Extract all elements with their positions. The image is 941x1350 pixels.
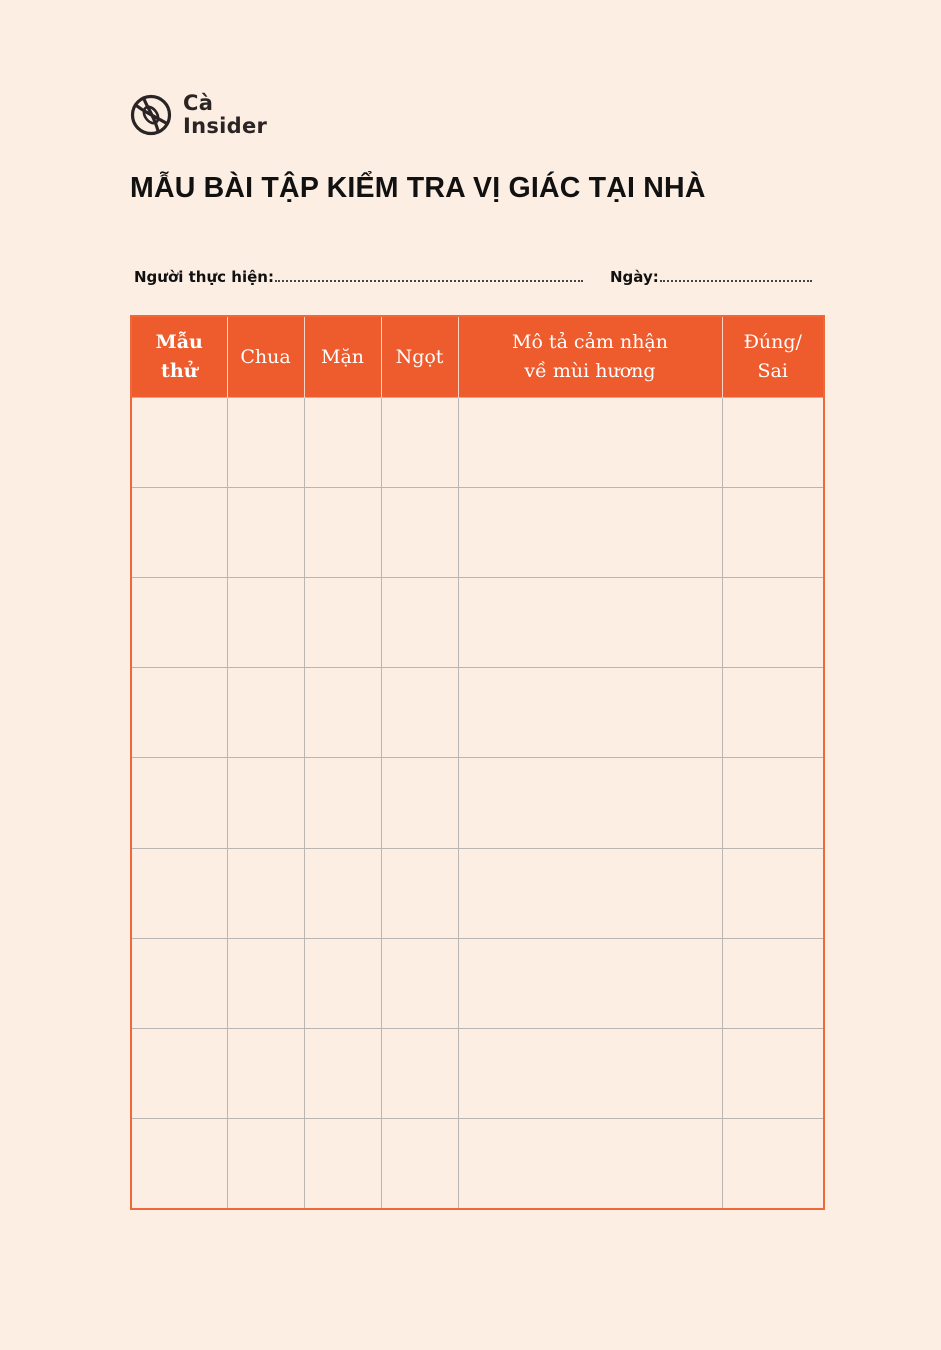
cell-correct[interactable] (722, 758, 824, 848)
header-sample (131, 316, 227, 398)
cell-salty[interactable] (304, 398, 381, 488)
cell-aroma[interactable] (458, 758, 722, 848)
table-row (131, 578, 824, 668)
header-sour-label: Chua (240, 345, 291, 368)
cell-salty[interactable] (304, 938, 381, 1028)
cell-aroma[interactable] (458, 668, 722, 758)
cell-aroma[interactable] (458, 1118, 722, 1209)
table-row (131, 938, 824, 1028)
header-sample-line1: Mẫu (155, 331, 203, 353)
cell-salty[interactable] (304, 578, 381, 668)
cell-correct[interactable] (722, 488, 824, 578)
cell-sample[interactable] (131, 1118, 227, 1209)
table-row (131, 398, 824, 488)
cell-correct[interactable] (722, 578, 824, 668)
cell-sweet[interactable] (381, 938, 458, 1028)
cell-correct[interactable] (722, 1118, 824, 1209)
cell-sour[interactable] (227, 1028, 304, 1118)
cell-salty[interactable] (304, 488, 381, 578)
cell-correct[interactable] (722, 668, 824, 758)
brand-name-line1: Cà (183, 91, 214, 115)
header-sweet-label: Ngọt (395, 345, 444, 368)
cell-salty[interactable] (304, 1118, 381, 1209)
brand-name-line2: Insider (183, 114, 268, 138)
cell-sample[interactable] (131, 398, 227, 488)
cell-correct[interactable] (722, 1028, 824, 1118)
cell-sour[interactable] (227, 1118, 304, 1209)
cell-aroma[interactable] (458, 488, 722, 578)
cell-salty[interactable] (304, 758, 381, 848)
cell-sweet[interactable] (381, 758, 458, 848)
header-sour (227, 316, 304, 398)
cell-aroma[interactable] (458, 848, 722, 938)
person-label: Người thực hiện: (134, 268, 274, 286)
cell-sample[interactable] (131, 578, 227, 668)
page-title: MẪU BÀI TẬP KIỂM TRA VỊ GIÁC TẠI NHÀ (130, 172, 706, 204)
brand-logo (128, 92, 267, 138)
cell-sour[interactable] (227, 398, 304, 488)
cell-sour[interactable] (227, 668, 304, 758)
person-field (134, 268, 583, 286)
brand-name (183, 92, 267, 138)
cell-aroma[interactable] (458, 578, 722, 668)
table-row (131, 488, 824, 578)
cell-salty[interactable] (304, 1028, 381, 1118)
header-sample-line2: thử (161, 360, 198, 382)
person-fill-line[interactable] (275, 268, 583, 282)
cell-sweet[interactable] (381, 578, 458, 668)
taste-test-table (130, 315, 825, 1210)
cell-aroma[interactable] (458, 938, 722, 1028)
cell-aroma[interactable] (458, 398, 722, 488)
table-row (131, 1118, 824, 1209)
cell-sweet[interactable] (381, 848, 458, 938)
header-sweet (381, 316, 458, 398)
cell-sample[interactable] (131, 758, 227, 848)
header-aroma-line1: Mô tả cảm nhận (512, 331, 668, 353)
cell-sour[interactable] (227, 578, 304, 668)
header-correct-line1: Đúng/ (743, 331, 802, 353)
cell-sour[interactable] (227, 938, 304, 1028)
cell-sour[interactable] (227, 848, 304, 938)
table-row (131, 1028, 824, 1118)
cell-sample[interactable] (131, 938, 227, 1028)
coffee-bean-logo-icon (128, 92, 174, 138)
cell-correct[interactable] (722, 938, 824, 1028)
cell-salty[interactable] (304, 848, 381, 938)
table-header-row (131, 316, 824, 398)
header-aroma-line2: về mùi hương (524, 360, 656, 382)
cell-sample[interactable] (131, 848, 227, 938)
cell-correct[interactable] (722, 848, 824, 938)
date-label: Ngày: (610, 268, 659, 286)
cell-sour[interactable] (227, 488, 304, 578)
cell-sweet[interactable] (381, 668, 458, 758)
cell-sample[interactable] (131, 488, 227, 578)
cell-correct[interactable] (722, 398, 824, 488)
cell-sweet[interactable] (381, 1118, 458, 1209)
table-row (131, 758, 824, 848)
table-row (131, 668, 824, 758)
cell-aroma[interactable] (458, 1028, 722, 1118)
date-field (610, 268, 812, 286)
cell-sample[interactable] (131, 668, 227, 758)
cell-salty[interactable] (304, 668, 381, 758)
header-salty (304, 316, 381, 398)
header-correct-line2: Sai (757, 360, 788, 382)
date-fill-line[interactable] (660, 268, 812, 282)
cell-sweet[interactable] (381, 488, 458, 578)
header-correct-wrong (722, 316, 824, 398)
cell-sweet[interactable] (381, 398, 458, 488)
header-salty-label: Mặn (320, 345, 365, 368)
cell-sweet[interactable] (381, 1028, 458, 1118)
header-aroma-description (458, 316, 722, 398)
cell-sour[interactable] (227, 758, 304, 848)
table-row (131, 848, 824, 938)
cell-sample[interactable] (131, 1028, 227, 1118)
